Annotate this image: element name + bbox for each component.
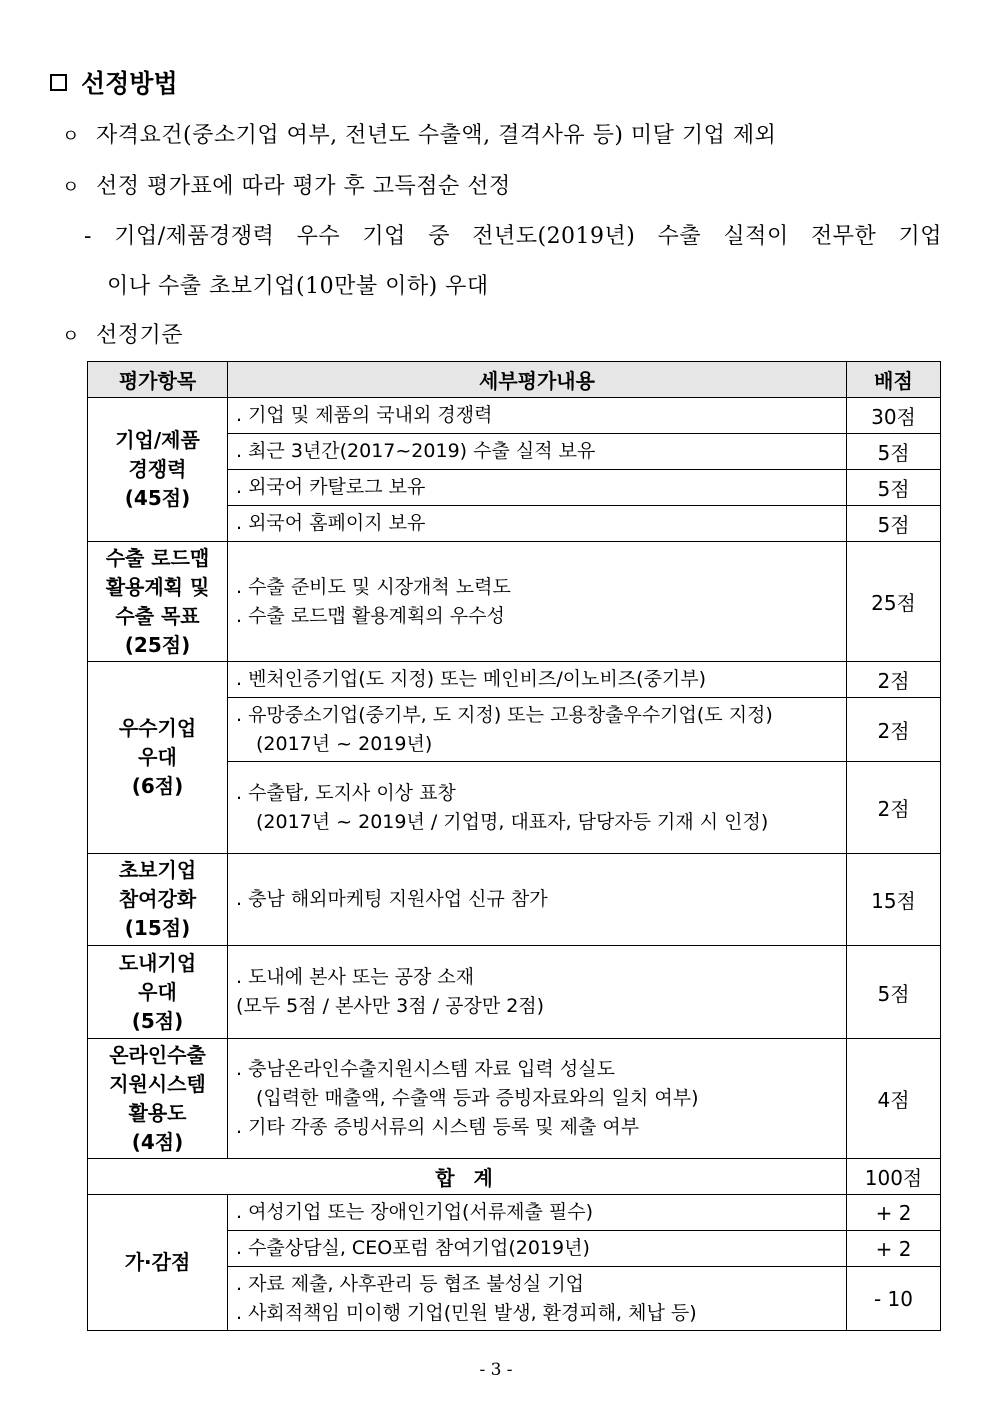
score-cell: - 10 — [847, 1267, 941, 1331]
total-label: 합 계 — [88, 1159, 847, 1195]
bullet-mark: ㅇ — [62, 177, 80, 198]
header-score: 배점 — [847, 362, 941, 398]
detail-cell: . 여성기업 또는 장애인기업(서류제출 필수) — [228, 1195, 847, 1231]
score-cell: 5점 — [847, 434, 941, 470]
bullet-mark: ㅇ — [62, 126, 80, 147]
detail-cell: . 수출 준비도 및 시장개척 노력도 . 수출 로드맵 활용계획의 우수성 — [228, 542, 847, 662]
detail-cell: . 수출탑, 도지사 이상 표창 (2017년 ~ 2019년 / 기업명, 대표자, 담당자등 기재 시 인정) — [228, 762, 847, 854]
bullet-text: 선정 평가표에 따라 평가 후 고득점순 선정 — [96, 174, 511, 199]
score-cell: 5점 — [847, 470, 941, 506]
score-cell: 2점 — [847, 698, 941, 762]
dash-item-line1: - 기업/제품경쟁력 우수 기업 중 전년도(2019년) 수출 실적이 전무한 기업 — [84, 224, 942, 249]
table-row — [88, 1195, 941, 1231]
criteria-table — [87, 361, 941, 1331]
detail-cell: . 벤처인증기업(도 지정) 또는 메인비즈/이노비즈(중기부) — [228, 662, 847, 698]
table-row — [88, 662, 941, 698]
table-row — [88, 854, 941, 946]
score-cell: 25점 — [847, 542, 941, 662]
detail-cell: . 외국어 홈페이지 보유 — [228, 506, 847, 542]
total-row — [88, 1159, 941, 1195]
total-score: 100점 — [847, 1159, 941, 1195]
table-row — [88, 1039, 941, 1159]
score-cell: + 2 — [847, 1231, 941, 1267]
page-number: - 3 - — [479, 1360, 513, 1380]
section-title-text: 선정방법 — [81, 69, 178, 98]
table-row — [88, 542, 941, 662]
section-title — [50, 64, 178, 100]
category-cell: 기업/제품 경쟁력 (45점) — [88, 398, 228, 542]
checkbox-icon — [50, 74, 67, 91]
bullet-item-eligibility — [62, 118, 776, 149]
bullet-item-selection — [62, 169, 511, 200]
category-cell: 수출 로드맵 활용계획 및 수출 목표 (25점) — [88, 542, 228, 662]
detail-cell: . 충남온라인수출지원시스템 자료 입력 성실도 (입력한 매출액, 수출액 등과 증빙자료와의 일치 여부) . 기타 각종 증빙서류의 시스템 등록 및 제출 여부 — [228, 1039, 847, 1159]
score-cell: 4점 — [847, 1039, 941, 1159]
dash-item-line2: 이나 수출 초보기업(10만불 이하) 우대 — [107, 274, 489, 299]
header-detail: 세부평가내용 — [228, 362, 847, 398]
bullet-mark: ㅇ — [62, 326, 80, 347]
score-cell: 30점 — [847, 398, 941, 434]
table-row — [88, 398, 941, 434]
detail-cell: . 유망중소기업(중기부, 도 지정) 또는 고용창출우수기업(도 지정) (2017년 ~ 2019년) — [228, 698, 847, 762]
criteria-heading-text: 선정기준 — [96, 323, 184, 348]
detail-cell: . 기업 및 제품의 국내외 경쟁력 — [228, 398, 847, 434]
table-header-row — [88, 362, 941, 398]
score-cell: 15점 — [847, 854, 941, 946]
detail-cell: . 외국어 카탈로그 보유 — [228, 470, 847, 506]
score-cell: 5점 — [847, 946, 941, 1039]
detail-cell: . 충남 해외마케팅 지원사업 신규 참가 — [228, 854, 847, 946]
category-cell: 초보기업 참여강화 (15점) — [88, 854, 228, 946]
header-category: 평가항목 — [88, 362, 228, 398]
detail-cell: . 수출상담실, CEO포럼 참여기업(2019년) — [228, 1231, 847, 1267]
score-cell: + 2 — [847, 1195, 941, 1231]
category-cell: 가·감점 — [88, 1195, 228, 1331]
score-cell: 2점 — [847, 762, 941, 854]
score-cell: 2점 — [847, 662, 941, 698]
category-cell: 도내기업 우대 (5점) — [88, 946, 228, 1039]
bullet-text: 자격요건(중소기업 여부, 전년도 수출액, 결격사유 등) 미달 기업 제외 — [96, 123, 777, 148]
score-cell: 5점 — [847, 506, 941, 542]
category-cell: 우수기업 우대 (6점) — [88, 662, 228, 854]
detail-cell: . 도내에 본사 또는 공장 소재 (모두 5점 / 본사만 3점 / 공장만 2점) — [228, 946, 847, 1039]
table-row — [88, 946, 941, 1039]
detail-cell: . 자료 제출, 사후관리 등 협조 불성실 기업 . 사회적책임 미이행 기업(민원 발생, 환경피해, 체납 등) — [228, 1267, 847, 1331]
detail-cell: . 최근 3년간(2017~2019) 수출 실적 보유 — [228, 434, 847, 470]
criteria-heading — [62, 318, 183, 349]
category-cell: 온라인수출 지원시스템 활용도 (4점) — [88, 1039, 228, 1159]
